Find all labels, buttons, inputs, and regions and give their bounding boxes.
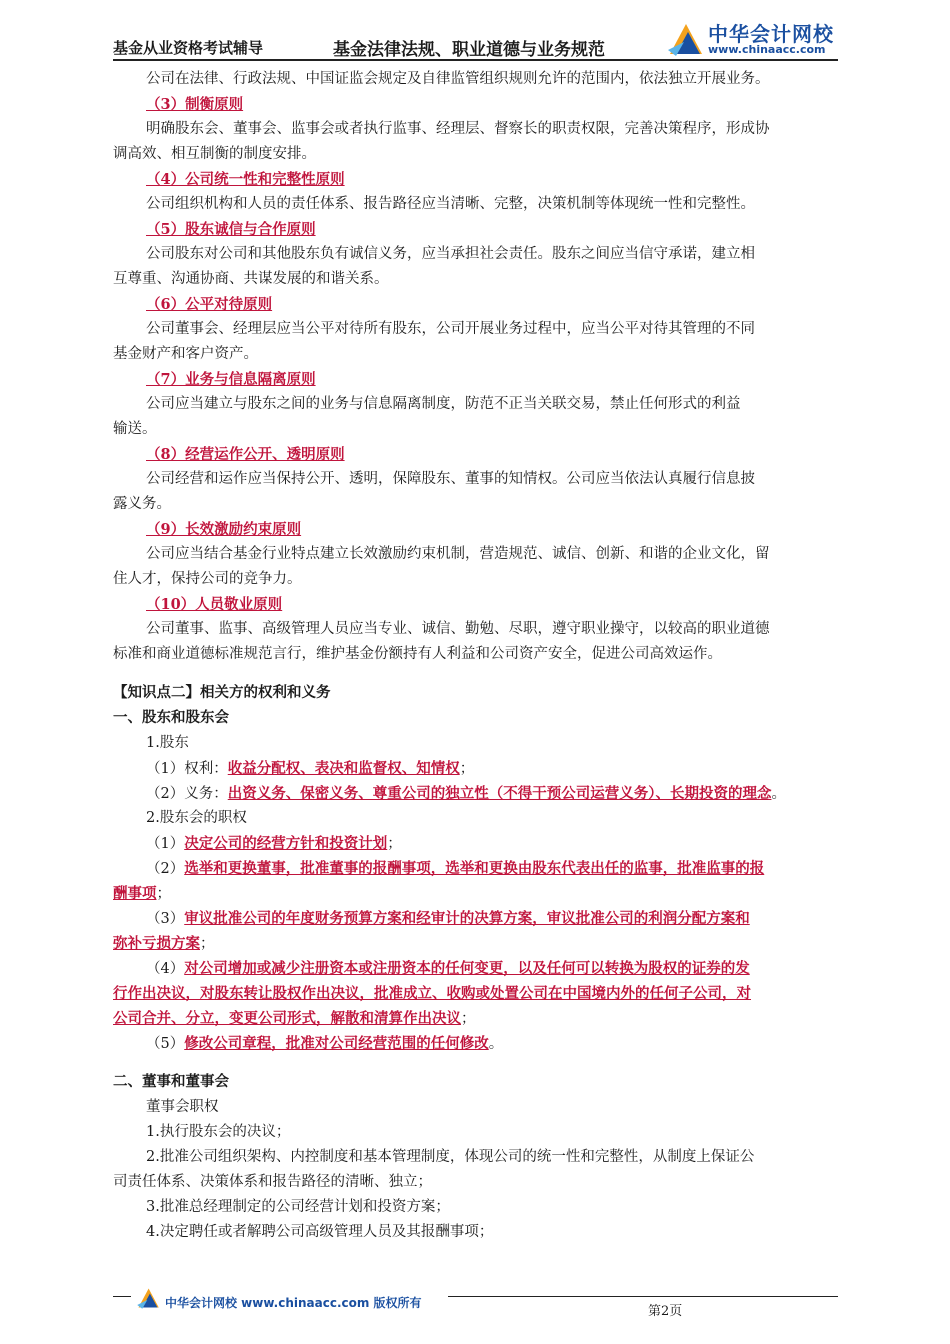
- principle-heading: （9）长效激励约束原则: [146, 521, 302, 538]
- list-item: （3）审议批准公司的年度财务预算方案和经审计的决算方案，审议批准公司的利润分配方案和: [146, 910, 750, 927]
- footer-logo-icon: [135, 1286, 161, 1310]
- paragraph-line: 露义务。: [113, 496, 171, 512]
- paragraph-line: 公司应当结合基金行业特点建立长效激励约束机制，营造规范、诚信、创新、和谐的企业文化，留: [146, 546, 770, 562]
- paragraph-line: 调高效、相互制衡的制度安排。: [113, 146, 316, 162]
- list-item: 3.批准总经理制定的公司经营计划和投资方案；: [146, 1199, 450, 1215]
- paragraph-line: 住人才，保持公司的竞争力。: [113, 571, 302, 587]
- logo-icon: [666, 20, 704, 58]
- footer-rule: [448, 1296, 838, 1297]
- list-item: （1）决定公司的经营方针和投资计划；: [146, 835, 402, 852]
- paragraph-line: 公司董事会、经理层应当公平对待所有股东，公司开展业务过程中，应当公平对待其管理的不同: [146, 321, 755, 337]
- logo-name: 中华会计网校: [708, 22, 834, 46]
- brand-logo: [666, 18, 846, 60]
- document-body: [113, 67, 839, 1245]
- paragraph-line: 公司股东对公司和其他股东负有诚信义务，应当承担社会责任。股东之间应当信守承诺，建立相: [146, 246, 755, 262]
- section-heading: 二、董事和董事会: [113, 1074, 229, 1090]
- footer-copyright: 中华会计网校 www.chinaacc.com 版权所有: [165, 1296, 422, 1310]
- list-item: 1.执行股东会的决议；: [146, 1124, 291, 1140]
- paragraph-line: 公司应当建立与股东之间的业务与信息隔离制度，防范不正当关联交易，禁止任何形式的利益: [146, 396, 741, 412]
- paragraph-line: 明确股东会、董事会、监事会或者执行监事、经理层、督察长的职责权限，完善决策程序，形成协: [146, 121, 770, 137]
- header-subject: 基金法律法规、职业道德与业务规范: [333, 40, 605, 60]
- page-footer: [113, 1284, 838, 1324]
- list-item: （2）义务：出资义务、保密义务、尊重公司的独立性（不得干预公司运营义务）、长期投资的理念。: [146, 785, 786, 802]
- principle-heading: （10）人员敬业原则: [146, 596, 283, 613]
- section-heading: 一、股东和股东会: [113, 710, 229, 726]
- list-item: （4）对公司增加或减少注册资本或注册资本的任何变更，以及任何可以转换为股权的证券的发: [146, 960, 750, 977]
- principle-heading: （4）公司统一性和完整性原则: [146, 171, 345, 188]
- footer-rule: [113, 1296, 131, 1297]
- principle-heading: （7）业务与信息隔离原则: [146, 371, 316, 388]
- list-item: （2）选举和更换董事，批准董事的报酬事项，选举和更换由股东代表出任的监事，批准监事的报: [146, 860, 765, 877]
- knowledge-point-title: 【知识点二】相关方的权利和义务: [113, 685, 331, 701]
- logo-url: www.chinaacc.com: [708, 43, 826, 56]
- list-item: 2.批准公司组织架构、内控制度和基本管理制度，体现公司的统一性和完整性，从制度上保证公: [146, 1149, 755, 1165]
- paragraph-line: 公司经营和运作应当保持公开、透明，保障股东、董事的知情权。公司应当依法认真履行信息披: [146, 471, 755, 487]
- list-item: （1）权利：收益分配权、表决和监督权、知情权；: [146, 760, 475, 777]
- page-number: 第2页: [648, 1304, 683, 1319]
- paragraph-line: 公司组织机构和人员的责任体系、报告路径应当清晰、完整，决策机制等体现统一性和完整性。: [146, 196, 755, 212]
- list-item-cont: 酬事项；: [113, 885, 171, 902]
- paragraph-line: 公司在法律、行政法规、中国证监会规定及自律监管组织规则允许的范围内，依法独立开展业务。: [146, 71, 770, 87]
- principle-heading: （8）经营运作公开、透明原则: [146, 446, 345, 463]
- principle-heading: （6）公平对待原则: [146, 296, 273, 313]
- list-item-cont: 公司合并、分立，变更公司形式，解散和清算作出决议；: [113, 1010, 476, 1027]
- header-course: 基金从业资格考试辅导: [113, 39, 264, 57]
- header-rule: [113, 59, 838, 61]
- paragraph-line: 基金财产和客户资产。: [113, 346, 258, 362]
- principle-heading: （5）股东诚信与合作原则: [146, 221, 316, 238]
- subheading: 董事会职权: [146, 1099, 219, 1115]
- list-item-cont: 行作出决议，对股东转让股权作出决议，批准成立、收购或处置公司在中国境内外的任何子公司，对: [113, 985, 751, 1002]
- list-item: （5）修改公司章程，批准对公司经营范围的任何修改。: [146, 1035, 504, 1052]
- subheading: 1.股东: [146, 735, 189, 751]
- principle-heading: （3）制衡原则: [146, 96, 244, 113]
- list-item-cont: 弥补亏损方案；: [113, 935, 215, 952]
- paragraph-line: 标准和商业道德标准规范言行，维护基金份额持有人利益和公司资产安全，促进公司高效运作。: [113, 646, 722, 662]
- list-item-cont: 司责任体系、决策体系和报告路径的清晰、独立；: [113, 1174, 432, 1190]
- subheading: 2.股东会的职权: [146, 810, 247, 826]
- page-header: [113, 12, 838, 58]
- paragraph-line: 输送。: [113, 421, 157, 437]
- paragraph-line: 公司董事、监事、高级管理人员应当专业、诚信、勤勉、尽职，遵守职业操守，以较高的职业道德: [146, 621, 770, 637]
- paragraph-line: 互尊重、沟通协商、共谋发展的和谐关系。: [113, 271, 389, 287]
- list-item: 4.决定聘任或者解聘公司高级管理人员及其报酬事项；: [146, 1224, 494, 1240]
